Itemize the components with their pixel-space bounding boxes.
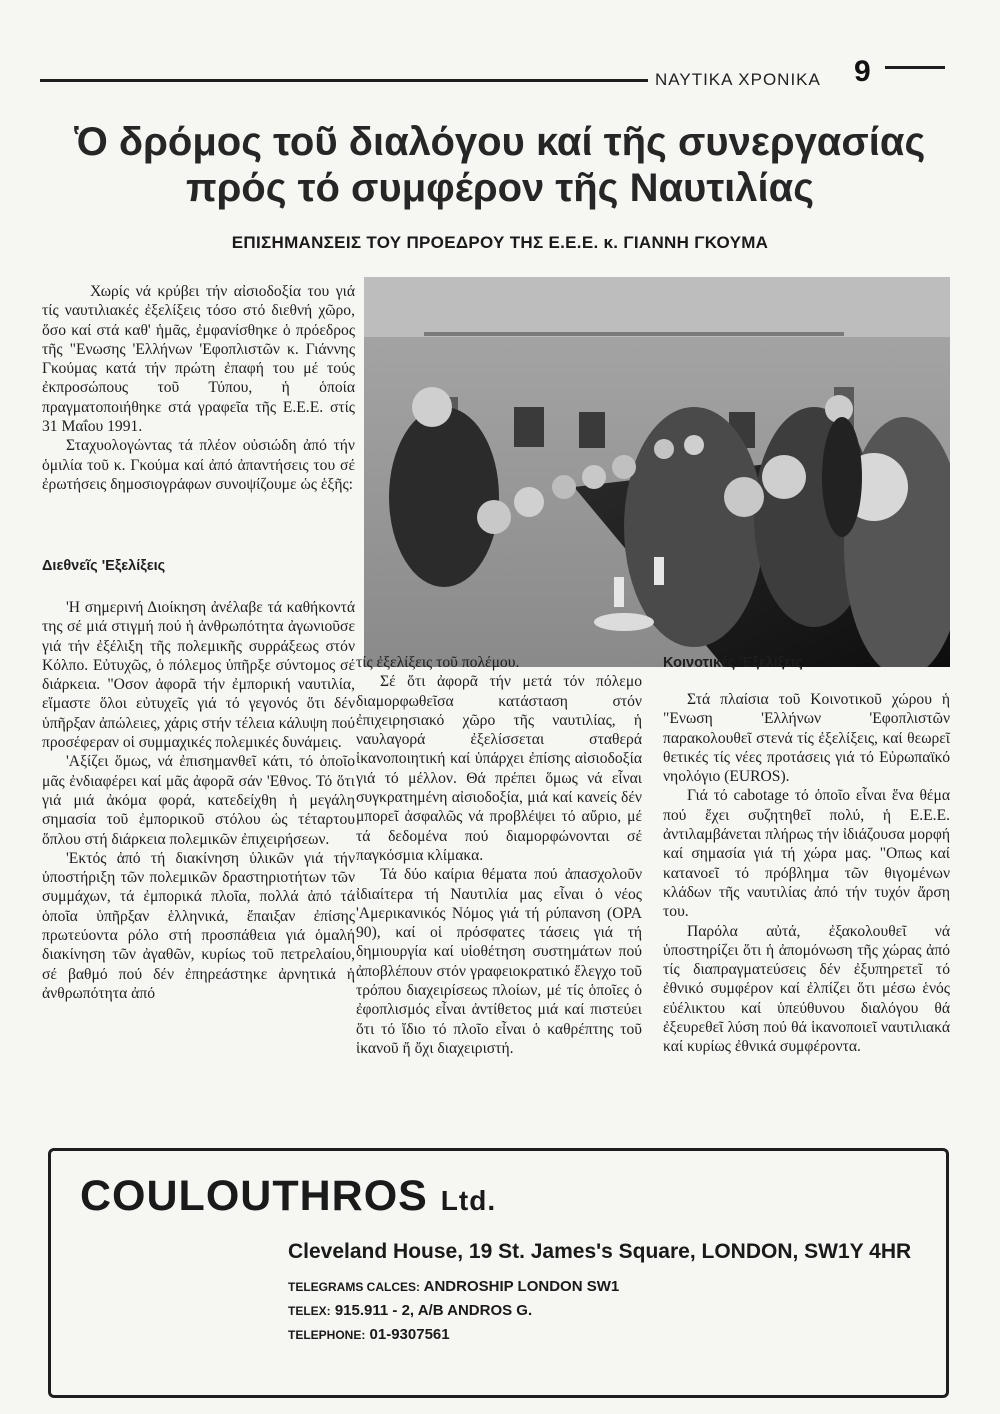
column-1-lower: [42, 598, 355, 1003]
ad-address: Cleveland House, 19 St. James's Square, LONDON, SW1Y 4HR: [288, 1240, 912, 1263]
column-2: [356, 653, 642, 1058]
ad-telephone: [288, 1326, 450, 1343]
intro-paragraph-2: Σταχυολογώντας τά πλέον οὐσιώδη ἀπό τήν ὁμιλία τοῦ κ. Γκούμα καί ἀπό ἀπαντήσεις του σέ ἐρωτήσεις δημοσιογράφων συνοψίζουμε ὡς ἑξῆς:: [42, 437, 355, 493]
article-subtitle: ΕΠΙΣΗΜΑΝΣΕΙΣ ΤΟΥ ΠΡΟΕΔΡΟΥ ΤΗΣ Ε.Ε.Ε. κ. ΓΙΑΝΝΗ ΓΚΟΥΜΑ: [231, 233, 769, 252]
ad-telex: [288, 1302, 532, 1319]
section1-paragraph-2: 'Αξίζει ὅμως, νά ἐπισημανθεῖ κάτι, τό ὁποῖο μᾶς ἐνδιαφέρει καί μᾶς ἀφορᾶ σάν 'Εθνος. Τό ὅτι γιά μιά ἀκόμα φορά, κατεδείχθη ἡ μεγάλη σημασία τοῦ ἐμπορικοῦ στόλου ὡς τέταρτου ὅπλου στή διάρκεια πολεμικῶν ἐπιχειρήσεων.: [42, 753, 355, 848]
meeting-photo: [364, 277, 950, 667]
meeting-photo-image: [364, 277, 950, 667]
column3-paragraph-3: Παρόλα αὐτά, ἐξακολουθεῖ νά ὑποστηρίζει ὅτι ἡ ἀπομόνωση τῆς χώρας ἀπό τίς διαπραγματεύσεις δέν ἐξυπηρετεῖ τό ἐθνικό συμφέρον καί ἐλπίζει ὅτι μέσω ἑνός εὐέλικτου καί ὑπεύθυνου διαλόγου θά ἐξευρεθεῖ λύση πού θά ἱκανοποιεῖ ναυτιλιακά καί κυρίως ἐθνικά συμφέροντα.: [663, 922, 950, 1056]
article-title-line-2: πρός τό συμφέρον τῆς Ναυτιλίας: [185, 166, 815, 210]
section1-paragraph-1: 'Η σημερινή Διοίκηση ἀνέλαβε τά καθήκοντά της σέ μιά στιγμή πού ἡ ἀνθρωπότητα ἀγωνιοῦσε γιά τήν ἐξέλιξη τῆς πολεμικῆς συρράξεως στόν Κόλπο. Εὐτυχῶς, ὁ πόλεμος ὑπῆρξε σύντομος σέ διάρκεια. "Οσον ἀφορᾶ τήν ἐμπορική ναυτιλία, εἴμαστε ὅλοι εὐτυχεῖς γιά τό γεγονός ὅτι δέν ὑπῆρξαν ἀπώλειες, χάρις στήν τέλεια κάλυψη πού προσέφεραν οἱ συμμαχικές πολεμικές δυνάμεις.: [42, 599, 355, 752]
column2-paragraph-3: Τά δύο καίρια θέματα πού ἀπασχολοῦν ἰδιαίτερα τή Ναυτιλία μας εἶναι ὁ νέος 'Αμερικανικός Νόμος γιά τή ρύπανση (OPA 90), καί οἱ πρόσφατες τάσεις γιά τή δημιουργία καί υἱοθέτηση συστημάτων πού ἀποβλέπουν στόν γραφειοκρατικό ἔλεγχο τοῦ τρόπου διαχειρίσεως πλοίων, μέ τίς ὁποῖες ὁ ἐφοπλισμός εἶναι ἀντίθετος μιά καί πιστεύει ὅτι τό ἴδιο τό πλοῖο εἶναι ὁ καθρέπτης τοῦ ἱκανοῦ ἤ ὄχι διαχειριστή.: [356, 866, 642, 1057]
publication-title: ΝΑΥΤΙΚΑ ΧΡΟΝΙΚΑ: [655, 70, 821, 89]
ad-company: COULOUTHROS: [80, 1172, 428, 1220]
header-rule-right: [885, 66, 945, 69]
ad-telegrams-label: TELEGRAMS CALCES:: [288, 1280, 420, 1294]
column-3: [663, 690, 950, 1057]
column2-paragraph-1: τίς ἐξελίξεις τοῦ πολέμου.: [356, 654, 520, 671]
section1-paragraph-3: 'Εκτός ἀπό τή διακίνηση ὑλικῶν γιά τήν ὑποστήριξη τῶν πολεμικῶν δραστηριοτήτων τῶν συμμάχων, τά ἐμπορικά πλοῖα, πολλά ἀπό τά ὁποῖα ὑπῆρξαν ἑλληνικά, ἔπαιξαν ἐπίσης πρωτεύοντα ρόλο στή προσπάθεια γιά ὁμαλή διακίνηση τῶν ἀγαθῶν, κυρίως τοῦ πετρελαίου, σέ βαθμό πού δέν ἐπηρεάστηκε ἀρνητικά ἡ ἀνθρωπότητα ἀπό: [42, 849, 355, 1002]
column3-paragraph-2: Γιά τό cabotage τό ὁποῖο εἶναι ἕνα θέμα πού ἔχει συζητηθεῖ πολύ, ἡ Ε.Ε.Ε. ἀντιλαμβάνεται πλήρως τήν ἰδιάζουσα μορφή καί σημασία γιά τή χώρα μας. "Οπως καί κατανοεῖ τό πρόβλημα τῶν θιγομένων κλάδων τῆς ναυτιλίας ἀπό τήν τυχόν ἄρση του.: [663, 787, 950, 921]
section-heading-community: Κοινοτικές 'Εξελίξεις: [663, 655, 803, 671]
ad-telegrams: [288, 1278, 619, 1295]
header-rule-left: [40, 79, 648, 82]
intro-paragraph-1: Χωρίς νά κρύβει τήν αἰσιοδοξία του γιά τίς ναυτιλιακές ἐξελίξεις τόσο στό διεθνή χῶρο, ὅσο καί στά καθ' ἡμᾶς, ἐμφανίσθηκε ὁ πρόεδρος τῆς "Ενωσης 'Ελλήνων 'Εφοπλιστῶν κ. Γιάννης Γκούμας κατά τήν πρώτη ἐπαφή του μέ τούς ἐκπροσώπους τοῦ Τύπου, ἡ ὁποία πραγματοποιήθηκε στά γραφεῖα τῆς Ε.Ε.Ε. στίς 31 Μαΐου 1991.: [42, 283, 355, 436]
ad-telephone-label: TELEPHONE:: [288, 1328, 366, 1342]
column3-paragraph-1: Στά πλαίσια τοῦ Κοινοτικοῦ χώρου ἡ "Ενωση 'Ελλήνων 'Εφοπλιστῶν παρακολουθεῖ στενά τίς ἐξελίξεις, καί θεωρεῖ θετικές τίς νέες προτάσεις γιά τό Εὐρωπαϊκό νηολόγιο (EUROS).: [663, 691, 950, 786]
ad-company-suffix: Ltd.: [440, 1185, 497, 1216]
ad-telegrams-value: ANDROSHIP LONDON SW1: [423, 1278, 620, 1295]
ad-telephone-value: 01-9307561: [369, 1326, 450, 1343]
ad-telex-value: 915.911 - 2, A/B ANDROS G.: [334, 1302, 533, 1319]
section-heading-international: Διεθνεῖς 'Εξελίξεις: [42, 558, 166, 574]
page-number: 9: [854, 55, 871, 88]
ad-telex-label: TELEX:: [288, 1304, 331, 1318]
ad-company-name: [80, 1172, 496, 1221]
column-1: [42, 282, 355, 494]
article-title-line-1: Ὁ δρόμος τοῦ διαλόγου καί τῆς συνεργασίας: [74, 120, 926, 164]
column2-paragraph-2: Σέ ὅτι ἀφορᾶ τήν μετά τόν πόλεμο διαμορφωθεῖσα κατάσταση στόν ἐπιχειρησιακό χῶρο τῆς ναυτιλίας, ἡ ναυλαγορά ἐξελίσσεται σταθερά ἱκανοποιητική καί ὑπάρχει ἐπίσης αἰσιοδοξία γιά τό μέλλον. Θά πρέπει ὅμως νά εἶναι συγκρατημένη αἰσιοδοξία, μιά καί κανείς δέν μπορεῖ ἀσφαλῶς νά προβλέψει τό αὔριο, μέ τά δεδομένα πού διαμορφώνονται σέ παγκόσμια κλίμακα.: [356, 673, 642, 864]
